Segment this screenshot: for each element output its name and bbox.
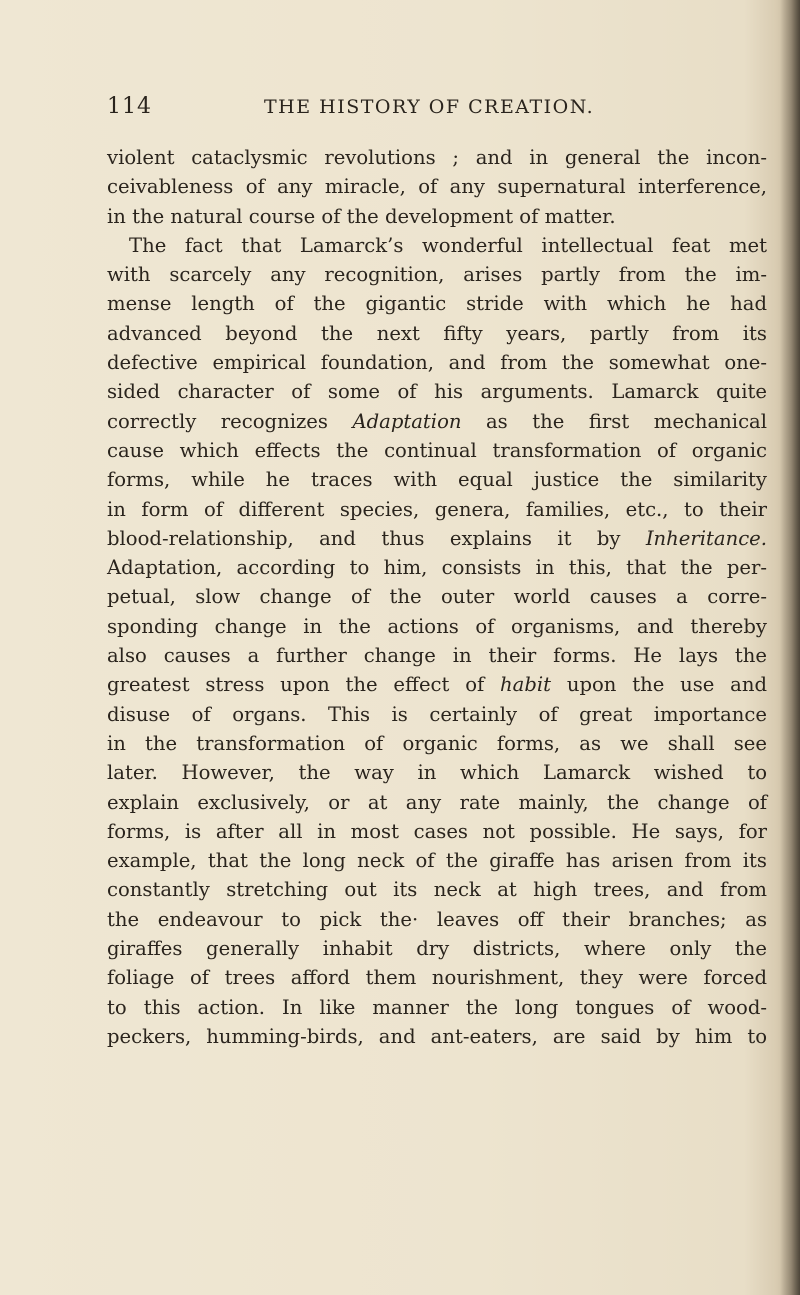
text-segment: foliage of trees afford them nourishment, they were forced (107, 966, 767, 990)
page-header (107, 94, 767, 130)
body-text (107, 143, 767, 1051)
text-line (107, 495, 767, 524)
text-line (107, 143, 767, 172)
text-segment: cause which effects the continual transformation of organic (107, 438, 767, 462)
text-line (107, 289, 767, 318)
text-segment: later. However, the way in which Lamarck wished to (107, 761, 767, 785)
text-segment: as the first mechanical (461, 409, 767, 433)
text-segment: Adaptation, according to him, consists in this, that the per- (107, 556, 767, 580)
italic-term: Inheritance. (645, 526, 767, 550)
text-segment: The fact that Lamarck’s wonderful intellectual feat met (129, 233, 767, 257)
text-line (107, 407, 767, 436)
text-line (107, 670, 767, 699)
text-line (107, 846, 767, 875)
italic-term: Adaptation (352, 409, 462, 433)
text-line (107, 436, 767, 465)
text-segment: to this action. In like manner the long tongues of wood- (107, 995, 767, 1019)
text-segment: upon the use and (551, 673, 767, 697)
text-segment: in the transformation of organic forms, as we shall see (107, 731, 767, 755)
text-line (107, 524, 767, 553)
text-line (107, 260, 767, 289)
text-segment: with scarcely any recognition, arises partly from the im- (107, 263, 767, 287)
text-segment: example, that the long neck of the giraffe has arisen from its (107, 849, 767, 873)
text-segment: violent cataclysmic revolutions ; and in general the incon- (107, 146, 767, 169)
text-line (107, 993, 767, 1022)
text-segment: giraffes generally inhabit dry districts, where only the (107, 937, 767, 961)
text-line (107, 348, 767, 377)
text-line (107, 963, 767, 992)
text-segment: peckers, humming-birds, and ant-eaters, are said by him to (107, 1024, 767, 1048)
text-segment: ceivableness of any miracle, of any supernatural interference, (107, 175, 767, 199)
text-segment: forms, while he traces with equal justice the similarity (107, 468, 767, 492)
text-segment: mense length of the gigantic stride with which he had (107, 292, 767, 316)
text-line (107, 465, 767, 494)
text-segment: advanced beyond the next fifty years, partly from its (107, 321, 767, 345)
text-line (107, 582, 767, 611)
text-line (107, 377, 767, 406)
text-line (107, 729, 767, 758)
text-segment: explain exclusively, or at any rate mainly, the change of (107, 790, 767, 814)
text-segment: forms, is after all in most cases not possible. He says, for (107, 819, 767, 843)
text-line (107, 788, 767, 817)
text-segment: greatest stress upon the effect of (107, 673, 501, 697)
text-segment: in the natural course of the development of matter. (107, 204, 616, 228)
text-line (107, 817, 767, 846)
text-line (107, 1022, 767, 1051)
text-line (107, 758, 767, 787)
text-segment: sponding change in the actions of organisms, and thereby (107, 614, 767, 638)
italic-term: habit (500, 673, 552, 697)
text-line (107, 172, 767, 201)
text-line (107, 641, 767, 670)
text-segment: the endeavour to pick the· leaves off their branches; as (107, 907, 767, 931)
text-segment: in form of different species, genera, families, etc., to their (107, 497, 767, 521)
text-line (107, 700, 767, 729)
text-line (107, 319, 767, 348)
text-segment: petual, slow change of the outer world causes a corre- (107, 585, 767, 609)
text-segment: defective empirical foundation, and from the somewhat one- (107, 351, 767, 375)
text-line (107, 934, 767, 963)
text-segment: also causes a further change in their forms. He lays the (107, 644, 767, 668)
page-number: 114 (107, 94, 152, 119)
text-segment: constantly stretching out its neck at high trees, and from (107, 878, 767, 902)
text-line (107, 612, 767, 641)
paragraph-start-line (107, 231, 767, 260)
text-line (107, 202, 767, 231)
text-line (107, 875, 767, 904)
running-title: THE HISTORY OF CREATION. (264, 96, 595, 118)
text-line (107, 553, 767, 582)
text-segment: disuse of organs. This is certainly of great importance (107, 702, 767, 726)
text-segment: sided character of some of his arguments. Lamarck quite (107, 380, 767, 404)
text-segment: correctly recognizes (107, 409, 353, 433)
page-edge-shadow (780, 0, 800, 1295)
text-line (107, 905, 767, 934)
text-segment: blood-relationship, and thus explains it by (107, 526, 646, 550)
